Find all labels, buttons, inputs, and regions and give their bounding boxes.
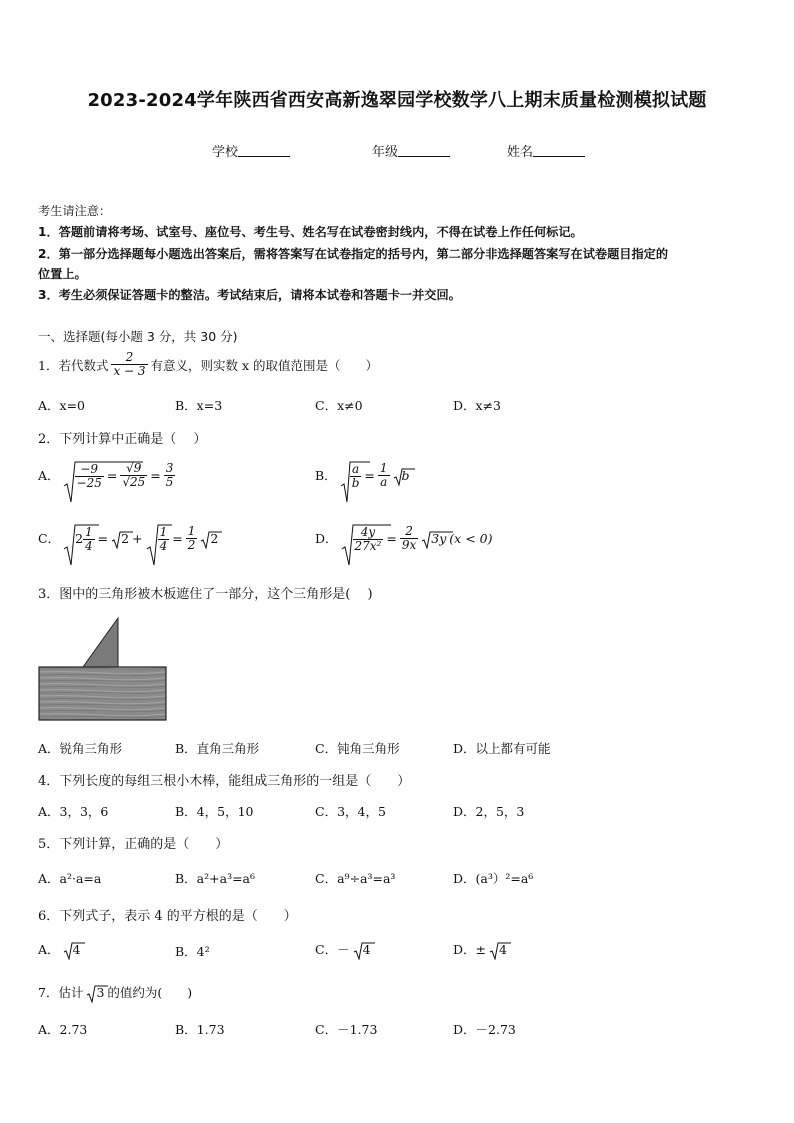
q4-option-b: B．4，5，10 bbox=[175, 804, 254, 819]
q6-option-d: D．± 4 bbox=[453, 940, 507, 958]
page-title: 2023-2024学年陕西省西安高新逸翠园学校数学八上期末质量检测模拟试题 bbox=[87, 90, 707, 111]
school-field: 学校 bbox=[212, 141, 290, 160]
q2-option-c: C． 2 $\frac{1}{4}$ = 2 + $\frac{1}{4}$ = $\frac{1}{2}$ 2 bbox=[38, 523, 218, 553]
q7-option-c: C．－1.73 bbox=[315, 1022, 378, 1037]
q1-option-c: C．x≠0 bbox=[315, 398, 363, 413]
grade-field: 年级 bbox=[372, 141, 450, 160]
q3-option-d: D．以上都有可能 bbox=[453, 741, 551, 756]
question-1: 1．若代数式 $\frac{2}{x - 3}$ 有意义，则实数 x 的取值范围是（ ） bbox=[38, 350, 379, 378]
q2-option-d: D． $\frac{4y}{\text{27x²}}$ = $\frac{2}{9x}$ 3y (x < 0) bbox=[315, 523, 492, 553]
question-4: 4．下列长度的每组三根小木棒，能组成三角形的一组是（ ） bbox=[38, 774, 411, 789]
q5-option-b: B．a²+a³=a⁶ bbox=[175, 871, 256, 886]
q2-option-b: B． $\frac{a}{b}$ = $\frac{1}{a}$ b bbox=[315, 460, 410, 490]
note-2-cont: 位置上。 bbox=[38, 267, 87, 281]
q7-option-a: A．2.73 bbox=[38, 1022, 88, 1037]
q3-option-a: A．锐角三角形 bbox=[38, 741, 123, 756]
section-heading: 一、选择题(每小题 3 分，共 30 分) bbox=[38, 329, 238, 344]
question-2: 2．下列计算中正确是（ ） bbox=[38, 432, 207, 447]
q4-option-c: C．3，4，5 bbox=[315, 804, 386, 819]
name-field: 姓名 bbox=[507, 141, 585, 160]
q7-option-d: D．－2.73 bbox=[453, 1022, 516, 1037]
q5-option-d: D．(a³）²=a⁶ bbox=[453, 871, 534, 886]
triangle-board-figure bbox=[38, 616, 168, 722]
q3-option-c: C．钝角三角形 bbox=[315, 741, 400, 756]
q4-option-a: A．3，3，6 bbox=[38, 804, 109, 819]
q1-option-d: D．x≠3 bbox=[453, 398, 501, 413]
question-6: 6．下列式子，表示 4 的平方根的是（ ） bbox=[38, 909, 297, 924]
q4-option-d: D．2，5，3 bbox=[453, 804, 525, 819]
q5-option-c: C．a⁹÷a³=a³ bbox=[315, 871, 396, 886]
q6-option-c: C．－ 4 bbox=[315, 940, 371, 958]
note-2: 2．第一部分选择题每小题选出答案后，需将答案写在试卷指定的括号内，第二部分非选择题答案写在试卷题目指定的 bbox=[38, 247, 669, 261]
q6-option-b: B．4² bbox=[175, 944, 210, 959]
q1-option-b: B．x=3 bbox=[175, 398, 223, 413]
q3-option-b: B．直角三角形 bbox=[175, 741, 260, 756]
q6-option-a: A． 4 bbox=[38, 940, 80, 958]
question-7: 7．估计 3 的值约为( ) bbox=[38, 984, 193, 1000]
note-3: 3．考生必须保证答题卡的整洁。考试结束后，请将本试卷和答题卡一并交回。 bbox=[38, 288, 461, 302]
question-5: 5．下列计算，正确的是（ ） bbox=[38, 837, 229, 852]
note-1: 1．答题前请将考场、试室号、座位号、考生号、姓名写在试卷密封线内，不得在试卷上作任何标记。 bbox=[38, 225, 583, 239]
q2-option-a: A． $\frac{-9}{-25}$ = $\frac{√9}{√25}$ = $\frac{3}{5}$ bbox=[38, 460, 175, 490]
question-3: 3．图中的三角形被木板遮住了一部分，这个三角形是( ) bbox=[38, 587, 373, 602]
q7-option-b: B．1.73 bbox=[175, 1022, 225, 1037]
q1-option-a: A．x=0 bbox=[38, 398, 86, 413]
q5-option-a: A．a²·a=a bbox=[38, 871, 102, 886]
notes-heading: 考生请注意： bbox=[38, 204, 112, 218]
